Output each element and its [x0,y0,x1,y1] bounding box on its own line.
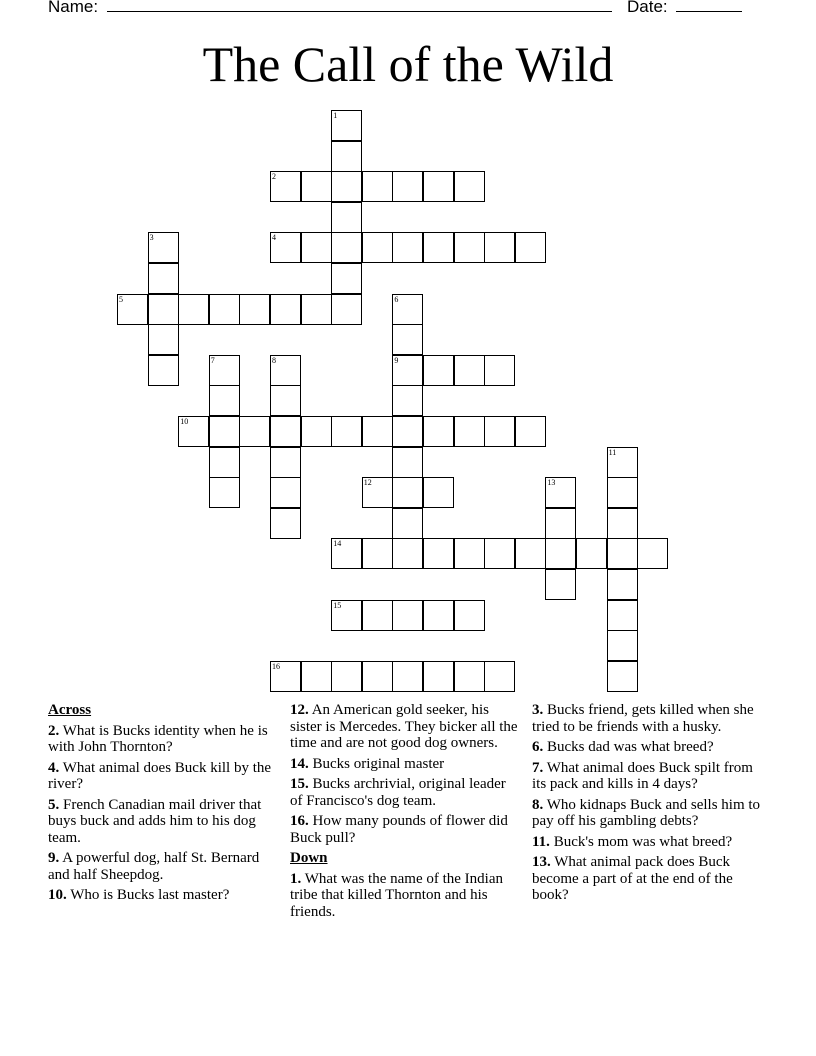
clue-across-16 [290,813,518,846]
clue-text: French Canadian mail driver that buys buck and adds him to his dog team. [48,796,262,846]
cell-number: 11 [608,447,617,457]
cell-number: 3 [149,233,154,243]
clue-text: Buck's mom was what breed? [553,833,733,850]
grid-cell[interactable] [545,508,576,539]
cell-number: 1 [333,111,338,120]
grid-cell[interactable] [515,538,546,569]
grid-cell[interactable] [392,324,423,355]
clue-text: How many pounds of flower did Buck pull? [290,813,508,846]
across-heading: Across [48,702,92,718]
grid-cell[interactable] [454,600,485,631]
grid-cell[interactable] [454,416,485,447]
grid-cell[interactable] [515,416,546,447]
grid-cell[interactable] [362,600,393,631]
grid-cell[interactable] [392,447,423,478]
cell-number: 6 [394,294,399,304]
grid-cell[interactable] [484,416,515,447]
clue-number: 5. [48,796,60,813]
cell-number: 12 [363,478,372,488]
grid-cell[interactable] [392,477,423,508]
grid-cell[interactable] [331,538,362,569]
clue-number: 15. [290,776,309,792]
grid-cell[interactable] [392,171,423,202]
grid-cell[interactable] [423,538,454,569]
grid-cell[interactable] [270,508,301,539]
cell-number: 15 [333,600,342,610]
cell-number: 2 [272,172,276,182]
grid-cell[interactable] [637,538,668,569]
cell-number: 13 [547,478,556,488]
grid-cell[interactable] [484,355,515,386]
clue-across-15 [290,776,518,809]
grid-cell[interactable] [515,232,546,263]
grid-cell[interactable] [270,416,301,447]
clue-text: What animal pack does Buck become a part of at the end of the book? [532,854,733,903]
grid-cell[interactable] [423,171,454,202]
grid-cell[interactable] [392,416,423,447]
grid-cell[interactable] [545,538,576,569]
cell-number: 5 [119,294,123,304]
grid-cell[interactable] [423,232,454,263]
clue-down-3 [532,702,766,735]
grid-cell[interactable] [423,355,454,386]
cell-number: 7 [210,355,215,365]
cell-number: 10 [180,417,189,426]
clue-text: What animal does Buck spilt from its pack and kills in 4 days? [532,759,753,792]
clue-down-6 [532,739,766,756]
clue-across-14 [290,756,518,773]
clues-column-3 [532,702,766,908]
clue-number: 16. [290,813,309,829]
clue-number: 9. [48,850,60,866]
grid-cell[interactable] [423,661,454,692]
grid-cell[interactable] [484,661,515,692]
grid-cell[interactable] [209,385,240,416]
clue-down-1 [290,871,518,921]
grid-cell[interactable] [423,416,454,447]
clues-column-2 [290,702,518,924]
grid-cell[interactable] [270,232,301,263]
grid-cell[interactable] [270,385,301,416]
cell-number: 4 [272,233,276,243]
clue-text: What was the name of the Indian tribe that killed Thornton and his friends. [290,870,503,920]
clue-across-10 [48,887,276,904]
grid-cell[interactable] [331,141,362,172]
clue-number: 6. [532,739,544,755]
grid-cell[interactable] [484,538,515,569]
grid-cell[interactable] [362,538,393,569]
grid-cell[interactable] [607,569,638,600]
clue-down-13 [532,854,766,904]
grid-cell[interactable] [209,416,240,447]
clue-number: 8. [532,796,544,813]
grid-cell[interactable] [331,263,362,294]
cell-number: 14 [333,539,342,549]
clue-text: An American gold seeker, his sister is Mercedes. They bicker all the time and are not good dog owners. [290,702,518,751]
clue-text: What animal does Buck kill by the river? [48,759,272,792]
grid-cell[interactable] [607,600,638,631]
grid-cell[interactable] [239,416,270,447]
grid-cell[interactable] [392,355,423,386]
clue-number: 13. [532,854,551,870]
grid-cell[interactable] [270,294,301,325]
grid-cell[interactable] [331,232,362,263]
grid-cell[interactable] [545,477,576,508]
grid-cell[interactable] [331,416,362,447]
grid-cell[interactable] [178,416,209,447]
clue-text: What is Bucks identity when he is with John Thornton? [48,722,268,755]
grid-cell[interactable] [454,171,485,202]
grid-cell[interactable] [117,294,148,325]
grid-cell[interactable] [423,477,454,508]
grid-cell[interactable] [362,232,393,263]
cell-number: 9 [394,355,399,365]
clue-number: 7. [532,759,544,776]
grid-cell[interactable] [362,416,393,447]
grid-cell[interactable] [392,600,423,631]
grid-cell[interactable] [148,263,179,294]
grid-cell[interactable] [148,355,179,386]
grid-cell[interactable] [331,600,362,631]
clue-number: 2. [48,722,60,739]
clue-across-5 [48,797,276,847]
clue-text: Who kidnaps Buck and sells him to pay off his gambling debts? [532,796,761,829]
grid-cell[interactable] [331,661,362,692]
clue-text: Who is Bucks last master? [70,887,230,903]
grid-cell[interactable] [607,447,638,478]
date-label: Date: [627,0,668,16]
grid-cell[interactable] [270,661,301,692]
grid-cell[interactable] [423,600,454,631]
grid-cell[interactable] [362,171,393,202]
clue-down-11 [532,834,766,851]
clue-down-7 [532,760,766,793]
grid-cell[interactable] [270,477,301,508]
name-label: Name: [48,0,99,16]
grid-cell[interactable] [331,294,362,325]
grid-cell[interactable] [392,232,423,263]
grid-cell[interactable] [331,171,362,202]
grid-cell[interactable] [392,508,423,539]
clue-across-4 [48,760,276,793]
grid-cell[interactable] [576,538,607,569]
clue-across-12 [290,702,518,752]
clue-text: A powerful dog, half St. Bernard and half Sheepdog. [48,850,260,883]
grid-cell[interactable] [209,447,240,478]
grid-cell[interactable] [209,355,240,386]
grid-cell[interactable] [148,294,179,325]
grid-cell[interactable] [301,171,332,202]
grid-cell[interactable] [392,538,423,569]
clue-text: Bucks archrivial, original leader of Francisco's dog team. [290,776,506,809]
grid-cell[interactable] [270,447,301,478]
grid-cell[interactable] [148,324,179,355]
grid-cell[interactable] [301,294,332,325]
cell-number: 16 [272,661,280,671]
clue-text: Bucks original master [312,755,445,772]
grid-cell[interactable] [607,508,638,539]
grid-cell[interactable] [209,477,240,508]
clue-number: 14. [290,755,309,772]
grid-cell[interactable] [239,294,270,325]
clue-number: 4. [48,759,60,776]
grid-cell[interactable] [607,661,638,692]
clue-text: Bucks friend, gets killed when she tried to be friends with a husky. [532,702,754,735]
down-heading: Down [290,850,328,866]
clue-number: 3. [532,702,544,718]
clue-number: 12. [290,702,309,718]
grid-cell[interactable] [270,171,301,202]
grid-cell[interactable] [362,477,393,508]
grid-cell[interactable] [331,110,362,141]
grid-cell[interactable] [301,416,332,447]
grid-cell[interactable] [545,569,576,600]
grid-cell[interactable] [331,202,362,233]
page-title: The Call of the Wild [202,36,614,92]
grid-cell[interactable] [178,294,209,325]
grid-cell[interactable] [607,477,638,508]
clue-across-9 [48,850,276,883]
grid-cell[interactable] [301,661,332,692]
cell-number: 8 [272,355,276,365]
grid-cell[interactable] [454,232,485,263]
grid-cell[interactable] [362,661,393,692]
grid-cell[interactable] [392,661,423,692]
grid-cell[interactable] [607,630,638,661]
grid-cell[interactable] [454,355,485,386]
grid-cell[interactable] [454,538,485,569]
grid-cell[interactable] [484,232,515,263]
clues-column-1 [48,702,276,908]
grid-cell[interactable] [392,385,423,416]
grid-cell[interactable] [209,294,240,325]
grid-cell[interactable] [607,538,638,569]
clue-down-8 [532,797,766,830]
clue-number: 11. [532,833,550,850]
grid-cell[interactable] [148,232,179,263]
clue-number: 1. [290,870,302,887]
grid-cell[interactable] [301,232,332,263]
clue-across-2 [48,723,276,756]
clue-text: Bucks dad was what breed? [547,739,714,755]
clue-number: 10. [48,887,67,903]
grid-cell[interactable] [392,294,423,325]
grid-cell[interactable] [270,355,301,386]
grid-cell[interactable] [454,661,485,692]
